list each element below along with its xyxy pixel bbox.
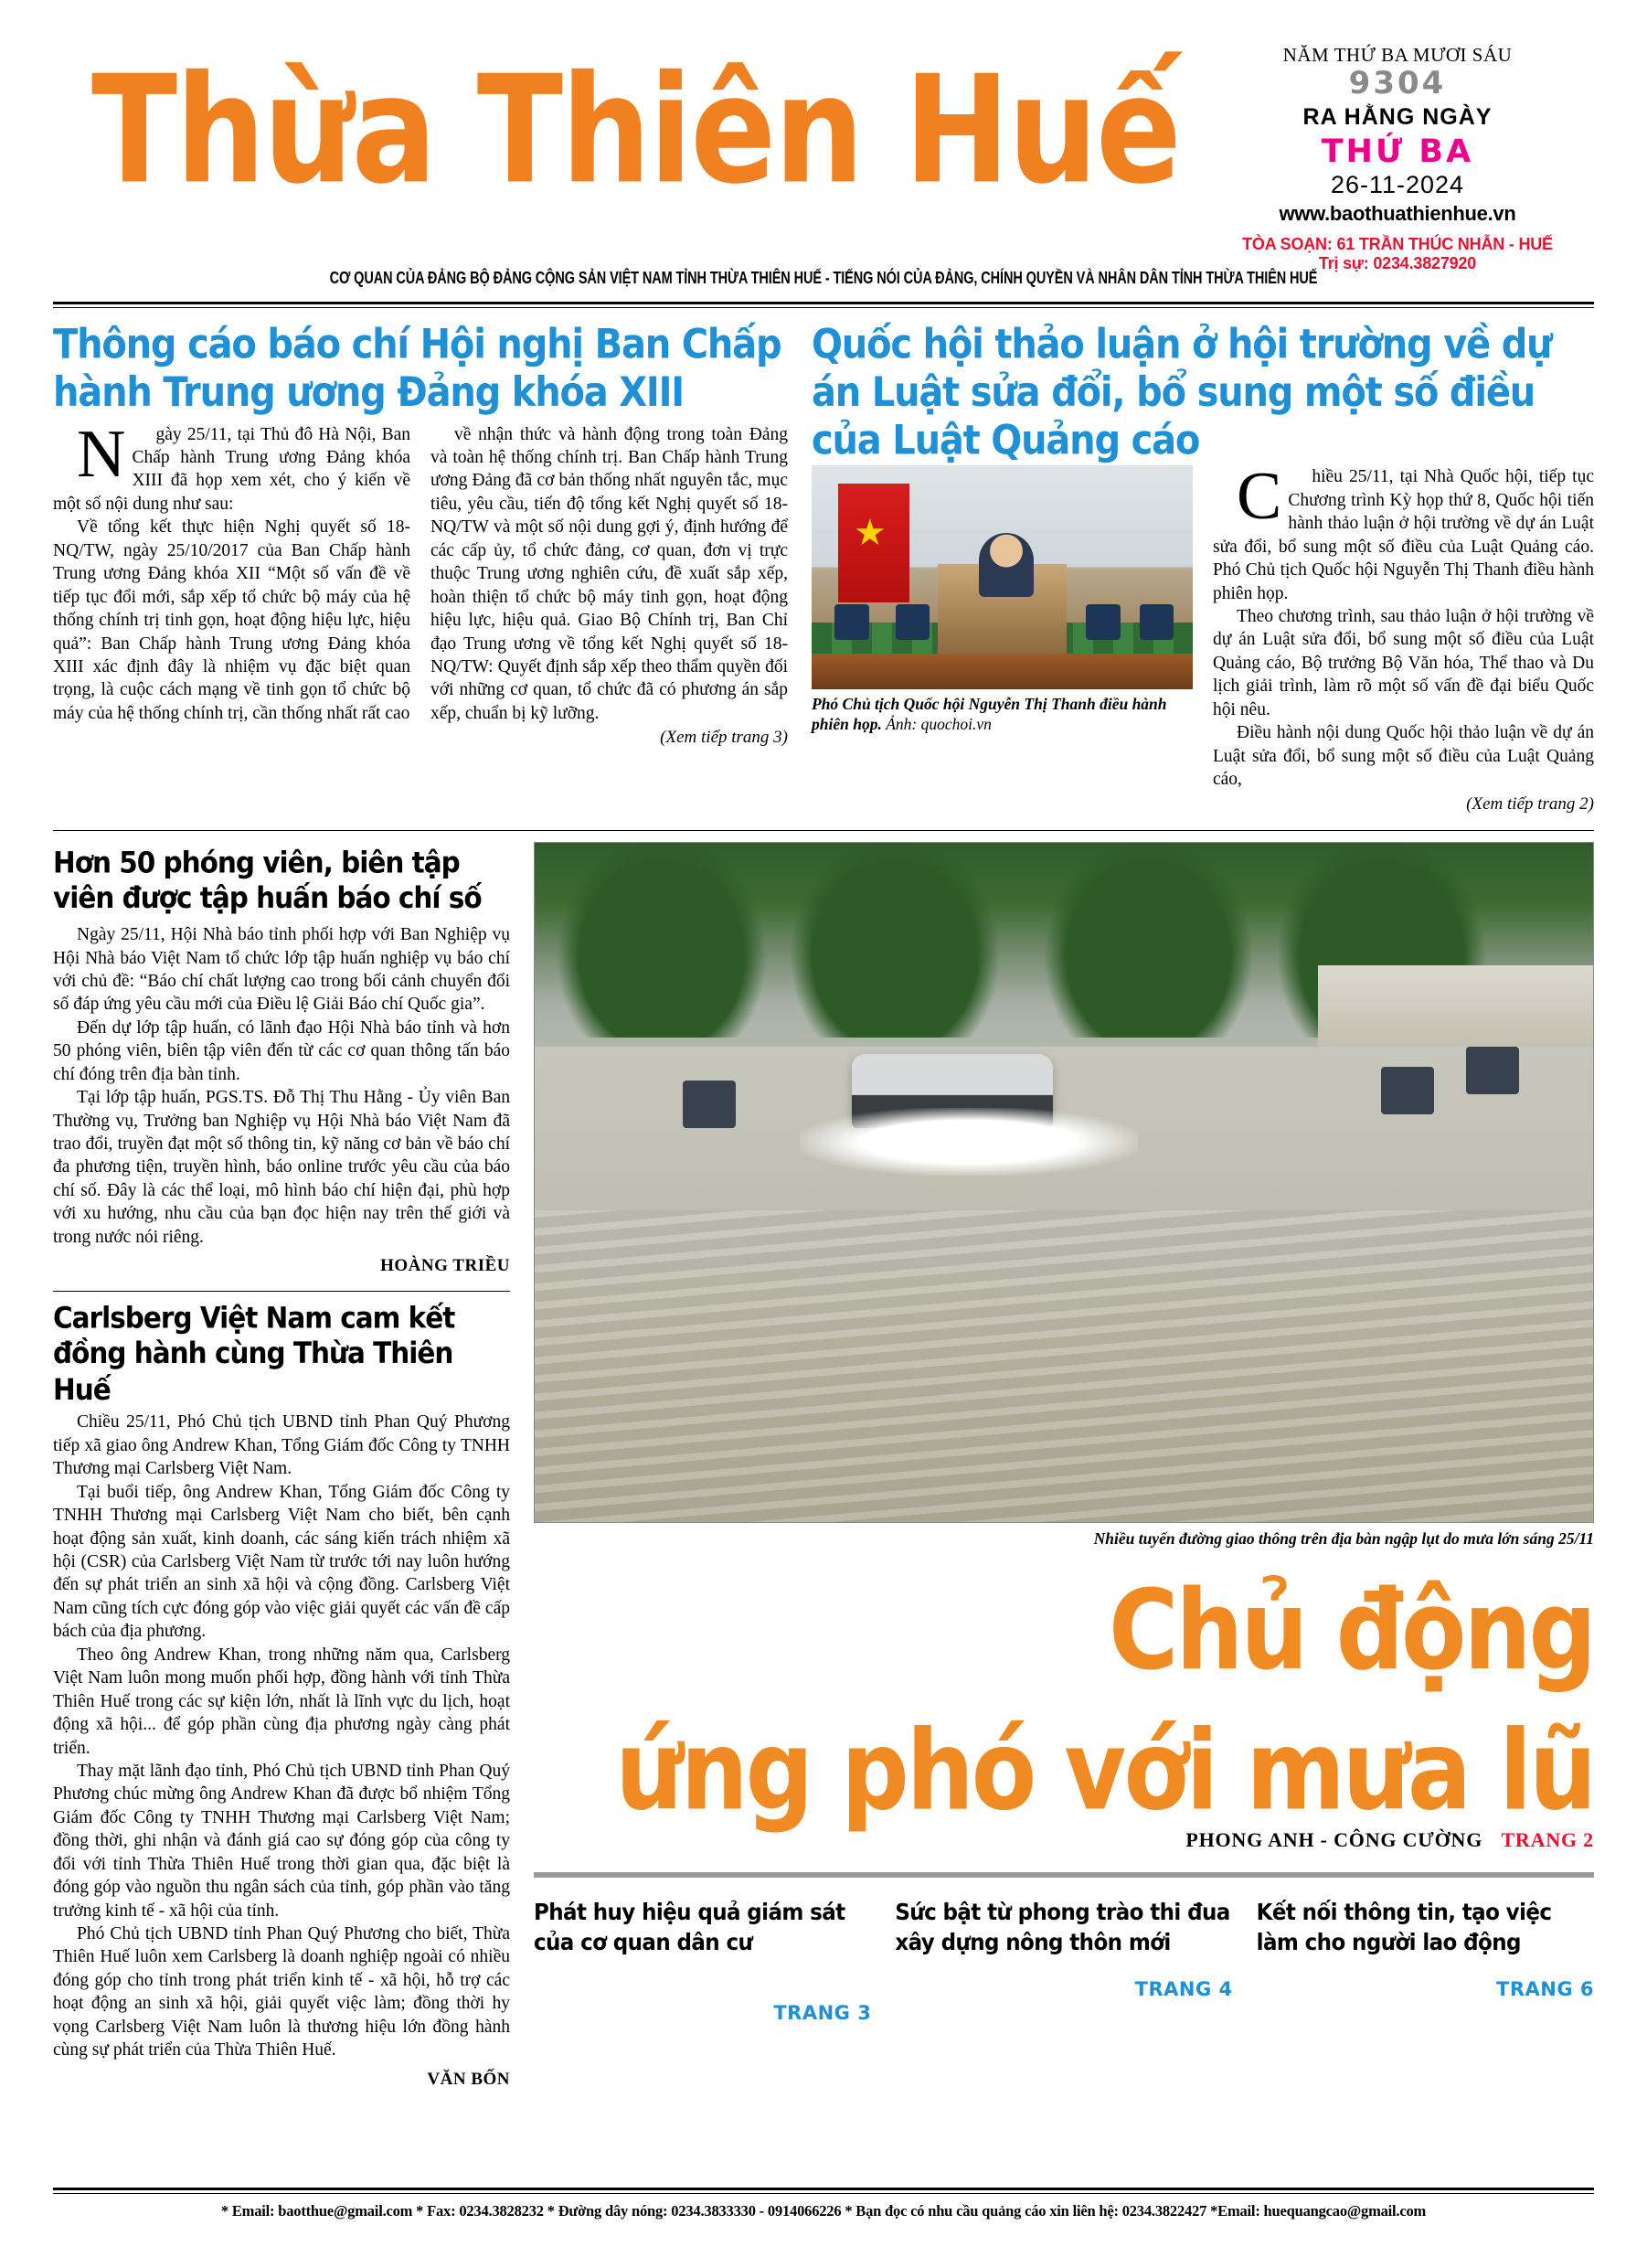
story-left-headline[interactable]: Thông cáo báo chí Hội nghị Ban Chấp hành Trung ương Đảng khóa XIII bbox=[53, 321, 781, 416]
masthead-tagline: CƠ QUAN CỦA ĐẢNG BỘ ĐẢNG CỘNG SẢN VIỆT NAM TỈNH THỪA THIÊN HUẾ - TIẾNG NÓI CỦA ĐẢNG, CHÍNH QUYỀN VÀ NHÂN DÂN TỈNH THỪA THIÊN HUẾ bbox=[329, 270, 1318, 288]
issue-number: 9304 bbox=[1348, 65, 1447, 101]
story-carlsberg-paragraph-4: Thay mặt lãnh đạo tỉnh, Phó Chủ tịch UBND tỉnh Phan Quý Phương chúc mừng ông Andrew Khan đã được bổ nhiệm Tổng Giám đốc Công ty TNHH Thương mại Carlsberg Việt Nam; đồng thời, ghi nhận và đánh giá cao sự đóng góp của công ty đối với tỉnh Thừa Thiên Huế trong thời gian qua, đặc biệt là đóng góp vào nguồn thu ngân sách của tỉnh, góp phần vào tăng trưởng kinh tế - xã hội của tỉnh. bbox=[53, 1761, 510, 1921]
middle-block bbox=[0, 831, 1647, 2089]
story-left-continue-link[interactable]: (Xem tiếp trang 3) bbox=[660, 728, 788, 748]
teaser-item[interactable] bbox=[534, 1898, 871, 2023]
masthead-info-block bbox=[1201, 37, 1594, 273]
website-url[interactable]: www.baothuathienhue.vn bbox=[1279, 202, 1516, 226]
story-press-paragraph-1: Ngày 25/11, Hội Nhà báo tỉnh phối hợp với Ban Nghiệp vụ Hội Nhà báo Việt Nam tổ chức lớp tập huấn nghiệp vụ báo chí với chủ đề: “Báo chí chất lượng cao trong bối cảnh chuyển đổi số đáp ứng yêu cầu mới của Điều lệ Giải Báo chí Quốc gia”. bbox=[53, 925, 510, 1015]
story-right-p1-text: hiều 25/11, tại Nhà Quốc hội, tiếp tục Chương trình Kỳ họp thứ 8, Quốc hội tiến hành thảo luận ở hội trường về dự án Luật sửa đổi, bổ sung một số điều của Luật Quảng cáo. Phó Chủ tịch Quốc hội Nguyễn Thị Thanh điều hành phiên họp. bbox=[1213, 467, 1594, 603]
story-carlsberg-paragraph-2: Tại buổi tiếp, ông Andrew Khan, Tổng Giám đốc Công ty TNHH Thương mại Carlsberg Việt Nam cho biết, bên cạnh hoạt động sản xuất, kinh doanh, các sáng kiến trách nhiệm xã hội (CSR) của Carlsberg Việt Nam từ trước tới nay luôn hướng đến sự phát triển an sinh xã hội và cộng đồng. Carlsberg Việt Nam cũng tích cực đóng góp vào việc giải quyết các vấn đề cấp bách của địa phương. bbox=[53, 1482, 510, 1642]
page-footer bbox=[53, 2188, 1594, 2220]
teaser-title: Kết nối thông tin, tạo việc làm cho người lao động bbox=[1256, 1900, 1552, 1956]
photo-motorbike bbox=[1466, 1047, 1519, 1094]
story-left-columns bbox=[53, 416, 788, 750]
story-carlsberg-paragraph-5: Phó Chủ tịch UBND tỉnh Phan Quý Phương cho biết, Thừa Thiên Huế luôn xem Carlsberg là doanh nghiệp ngoài có nhiều đóng góp cho tỉnh trong phát triển kinh tế - xã hội, hỗ trợ các hoạt động an sinh xã hội, giải quyết việc làm; đồng thời hy vọng Carlsberg Việt Nam luôn là thương hiệu lớn đồng hành cùng sự phát triển của Thừa Thiên Huế. bbox=[53, 1924, 510, 2060]
photo-seat bbox=[896, 604, 930, 640]
flood-photo-caption: Nhiều tuyến đường giao thông trên địa bàn ngập lụt do mưa lớn sáng 25/11 bbox=[1093, 1529, 1594, 1549]
story-left bbox=[53, 321, 788, 815]
publication-date: 26-11-2024 bbox=[1330, 171, 1465, 199]
feature-page-ref[interactable]: TRANG 2 bbox=[1501, 1828, 1594, 1852]
photo-wood-panel bbox=[812, 654, 1193, 689]
photo-water-ripples bbox=[535, 1210, 1593, 1523]
story-left-column-2 bbox=[430, 423, 788, 750]
story-left-paragraph-2: Về tổng kết thực hiện Nghị quyết số 18-NQ/TW, ngày 25/10/2017 của Ban Chấp hành Trung ương Đảng khóa XII “Một số vấn đề về tiếp tục đổi mới, sắp xếp tổ chức bộ máy của hệ thống chính trị tinh gọn, hoạt động hiệu lực, hiệu quả”: Ban Chấp hành Trung ương Đảng khóa XIII xác định đây là nhiệm vụ đặc biệt quan trọng, là cuộc cách mạng về tinh gọn tổ chức bộ máy của hệ thống chính trị, cần thống nhất rất cao bbox=[53, 517, 410, 723]
photo-tree bbox=[789, 842, 1001, 1038]
flood-photo bbox=[534, 842, 1594, 1523]
teaser-page-ref[interactable]: TRANG 6 bbox=[1496, 1977, 1594, 2000]
flag-star-icon: ★ bbox=[853, 512, 887, 554]
publication-frequency: RA HẰNG NGÀY bbox=[1302, 103, 1493, 130]
caption-text: Phó Chủ tịch Quốc hội Nguyễn Thị Thanh điều hành phiên họp. bbox=[812, 695, 1167, 734]
story-carlsberg-paragraph-1: Chiều 25/11, Phó Chủ tịch UBND tỉnh Phan Quý Phương tiếp xã giao ông Andrew Khan, Tổng Giám đốc Công ty TNHH Thương mại Carlsberg Việt Nam. bbox=[53, 1412, 510, 1479]
photo-tree bbox=[556, 842, 768, 1038]
photo-motorbike bbox=[1381, 1067, 1434, 1114]
dropcap-letter: N bbox=[77, 416, 126, 492]
teaser-row bbox=[534, 1898, 1594, 2023]
feature-headline[interactable] bbox=[534, 1566, 1594, 1836]
feature-headline-line-2: ứng phó với mưa lũ bbox=[615, 1706, 1594, 1836]
feature-headline-line-1: Chủ động bbox=[1109, 1566, 1594, 1696]
story-right-paragraph-3: Điều hành nội dung Quốc hội thảo luận về dự án Luật sửa đổi, bổ sung một số điều của Luật Quảng cáo, bbox=[1213, 723, 1594, 790]
top-stories-block bbox=[0, 308, 1647, 815]
story-carlsberg-headline[interactable]: Carlsberg Việt Nam cam kết đồng hành cùng Thừa Thiên Huế bbox=[53, 1301, 455, 1407]
caption-credit: Ảnh: quochoi.vn bbox=[886, 715, 992, 734]
teaser-item[interactable] bbox=[895, 1898, 1232, 2023]
story-press-byline: HOÀNG TRIỀU bbox=[380, 1256, 510, 1276]
teaser-page-ref[interactable]: TRANG 4 bbox=[1134, 1977, 1233, 2000]
story-left-column-1 bbox=[53, 416, 410, 750]
photo-water-splash bbox=[800, 1108, 1139, 1176]
photo-motorbike bbox=[683, 1081, 736, 1128]
parliament-photo-caption bbox=[812, 695, 1193, 735]
story-carlsberg-paragraph-3: Theo ông Andrew Khan, trong những năm qua, Carlsberg Việt Nam luôn mong muốn phối hợp, đồng hành với tỉnh Thừa Thiên Huế trong các sự kiện lớn, nhất là lĩnh vực du lịch, hoạt động xã hội... để góp phần cùng địa phương ngày càng phát triển. bbox=[53, 1645, 510, 1758]
story-carlsberg-body bbox=[53, 1411, 510, 2061]
story-carlsberg-byline: VĂN BỐN bbox=[427, 2069, 510, 2089]
teaser-page-ref[interactable]: TRANG 3 bbox=[773, 2001, 872, 2024]
dropcap-letter: C bbox=[1237, 459, 1282, 535]
footer-rule-thick bbox=[53, 2188, 1594, 2190]
masthead-rule-thick bbox=[53, 302, 1594, 304]
story-right-headline[interactable]: Quốc hội thảo luận ở hội trường về dự án Luật sửa đổi, bổ sung một số điều của Luật Quảng cáo bbox=[812, 321, 1552, 464]
photo-speaker bbox=[979, 533, 1034, 597]
story-press-body bbox=[53, 923, 510, 1249]
story-left-p1-text: gày 25/11, tại Thủ đô Hà Nội, Ban Chấp hành Trung ương Đảng khóa XIII đã họp xem xét, cho ý kiến về một số nội dung như sau: bbox=[53, 424, 410, 514]
photo-seat bbox=[834, 604, 869, 640]
story-right-columns bbox=[812, 459, 1594, 815]
sidebar-divider-rule bbox=[53, 1291, 510, 1292]
story-right bbox=[812, 321, 1594, 815]
teasers-divider-rule bbox=[534, 1872, 1594, 1878]
story-right-text-column bbox=[1213, 459, 1594, 815]
story-press-paragraph-2: Đến dự lớp tập huấn, có lãnh đạo Hội Nhà báo tỉnh và hơn 50 phóng viên, biên tập viên đến từ các cơ quan thông tấn báo chí đóng trên địa bàn tỉnh. bbox=[53, 1017, 510, 1084]
photo-seat bbox=[1086, 604, 1121, 640]
story-left-paragraph-1 bbox=[53, 416, 410, 516]
weekday-label: THỨ BA bbox=[1321, 133, 1474, 170]
parliament-photo bbox=[812, 465, 1193, 689]
story-right-continue-link[interactable]: (Xem tiếp trang 2) bbox=[1466, 793, 1594, 814]
teaser-title: Phát huy hiệu quả giám sát của cơ quan dân cư bbox=[534, 1900, 845, 1956]
story-right-paragraph-1 bbox=[1213, 459, 1594, 605]
story-right-paragraph-2: Theo chương trình, sau thảo luận ở hội trường về dự án Luật sửa đổi, bổ sung một số điều của Luật Quảng cáo, Bộ trưởng Bộ Văn hóa, Thể thao và Du lịch giải trình, làm rõ một số vấn đề đại biểu Quốc hội nêu. bbox=[1213, 607, 1594, 719]
photo-tree bbox=[1043, 842, 1255, 1038]
teaser-title: Sức bật từ phong trào thi đua xây dựng nông thôn mới bbox=[895, 1900, 1230, 1956]
story-press-headline[interactable]: Hơn 50 phóng viên, biên tập viên được tập huấn báo chí số bbox=[53, 846, 482, 916]
story-right-photo-column bbox=[812, 465, 1193, 815]
photo-seat bbox=[1140, 604, 1174, 640]
publication-year-line: NĂM THỨ BA MƯƠI SÁU bbox=[1282, 44, 1513, 66]
office-address: TÒA SOẠN: 61 TRẦN THÚC NHẪN - HUẾ bbox=[1242, 235, 1553, 254]
masthead-logo-area bbox=[91, 37, 1201, 218]
feature-credit: PHONG ANH - CÔNG CƯỜNG bbox=[1185, 1828, 1483, 1852]
story-left-paragraph-3: về nhận thức và hành động trong toàn Đảng và toàn hệ thống chính trị. Ban Chấp hành Trung ương Đảng đã cơ bản thống nhất nguyên tắc, mục tiêu, yêu cầu, tiến độ tổng kết Nghị quyết số 18-NQ/TW và một số nội dung gợi ý, định hướng để các cấp ủy, tổ chức đảng, cơ quan, đơn vị trực thuộc Trung ương nghiên cứu, đề xuất sắp xếp, hoàn thiện tổ chức bộ máy tinh gọn, hoạt động hiệu lực, hiệu quả. Giao Bộ Chính trị, Ban Chỉ đạo Trung ương về tổng kết Nghị quyết số 18-NQ/TW: Quyết định sắp xếp theo thẩm quyền đối với những cơ quan, tổ chức đã có phương án sắp xếp, chuẩn bị kỹ lưỡng. bbox=[430, 424, 788, 723]
feature-column bbox=[534, 842, 1594, 2089]
footer-contact-line: * Email: baotthue@gmail.com * Fax: 0234.3828232 * Đường dây nóng: 0234.3833330 - 0914066226 * Bạn đọc có nhu cầu quảng cáo xin liên hệ: 0234.3822427 *Email: huequangcao@gmail.com bbox=[220, 2202, 1427, 2220]
admin-phone: Trị sự: 0234.3827920 bbox=[1318, 254, 1477, 273]
teaser-item[interactable] bbox=[1257, 1898, 1594, 2023]
story-press-paragraph-3: Tại lớp tập huấn, PGS.TS. Đỗ Thị Thu Hằng - Ủy viên Ban Thường vụ, Trưởng ban Nghiệp vụ Hội Nhà báo Việt Nam đã trao đổi, truyền đạt một số thông tin, kỹ năng cơ bản về báo chí đa phương tiện, truyền hình, báo online trước yêu cầu của báo chí số. Đây là các thể loại, mô hình báo chí hiện đại, phù hợp với xu hướng, nhu cầu của bạn đọc hiện nay trên thế giới và trong nước nói riêng. bbox=[53, 1088, 510, 1247]
left-sidebar-column bbox=[53, 842, 510, 2089]
newspaper-logo: Thừa Thiên Huế bbox=[91, 43, 1180, 218]
masthead bbox=[0, 0, 1647, 273]
